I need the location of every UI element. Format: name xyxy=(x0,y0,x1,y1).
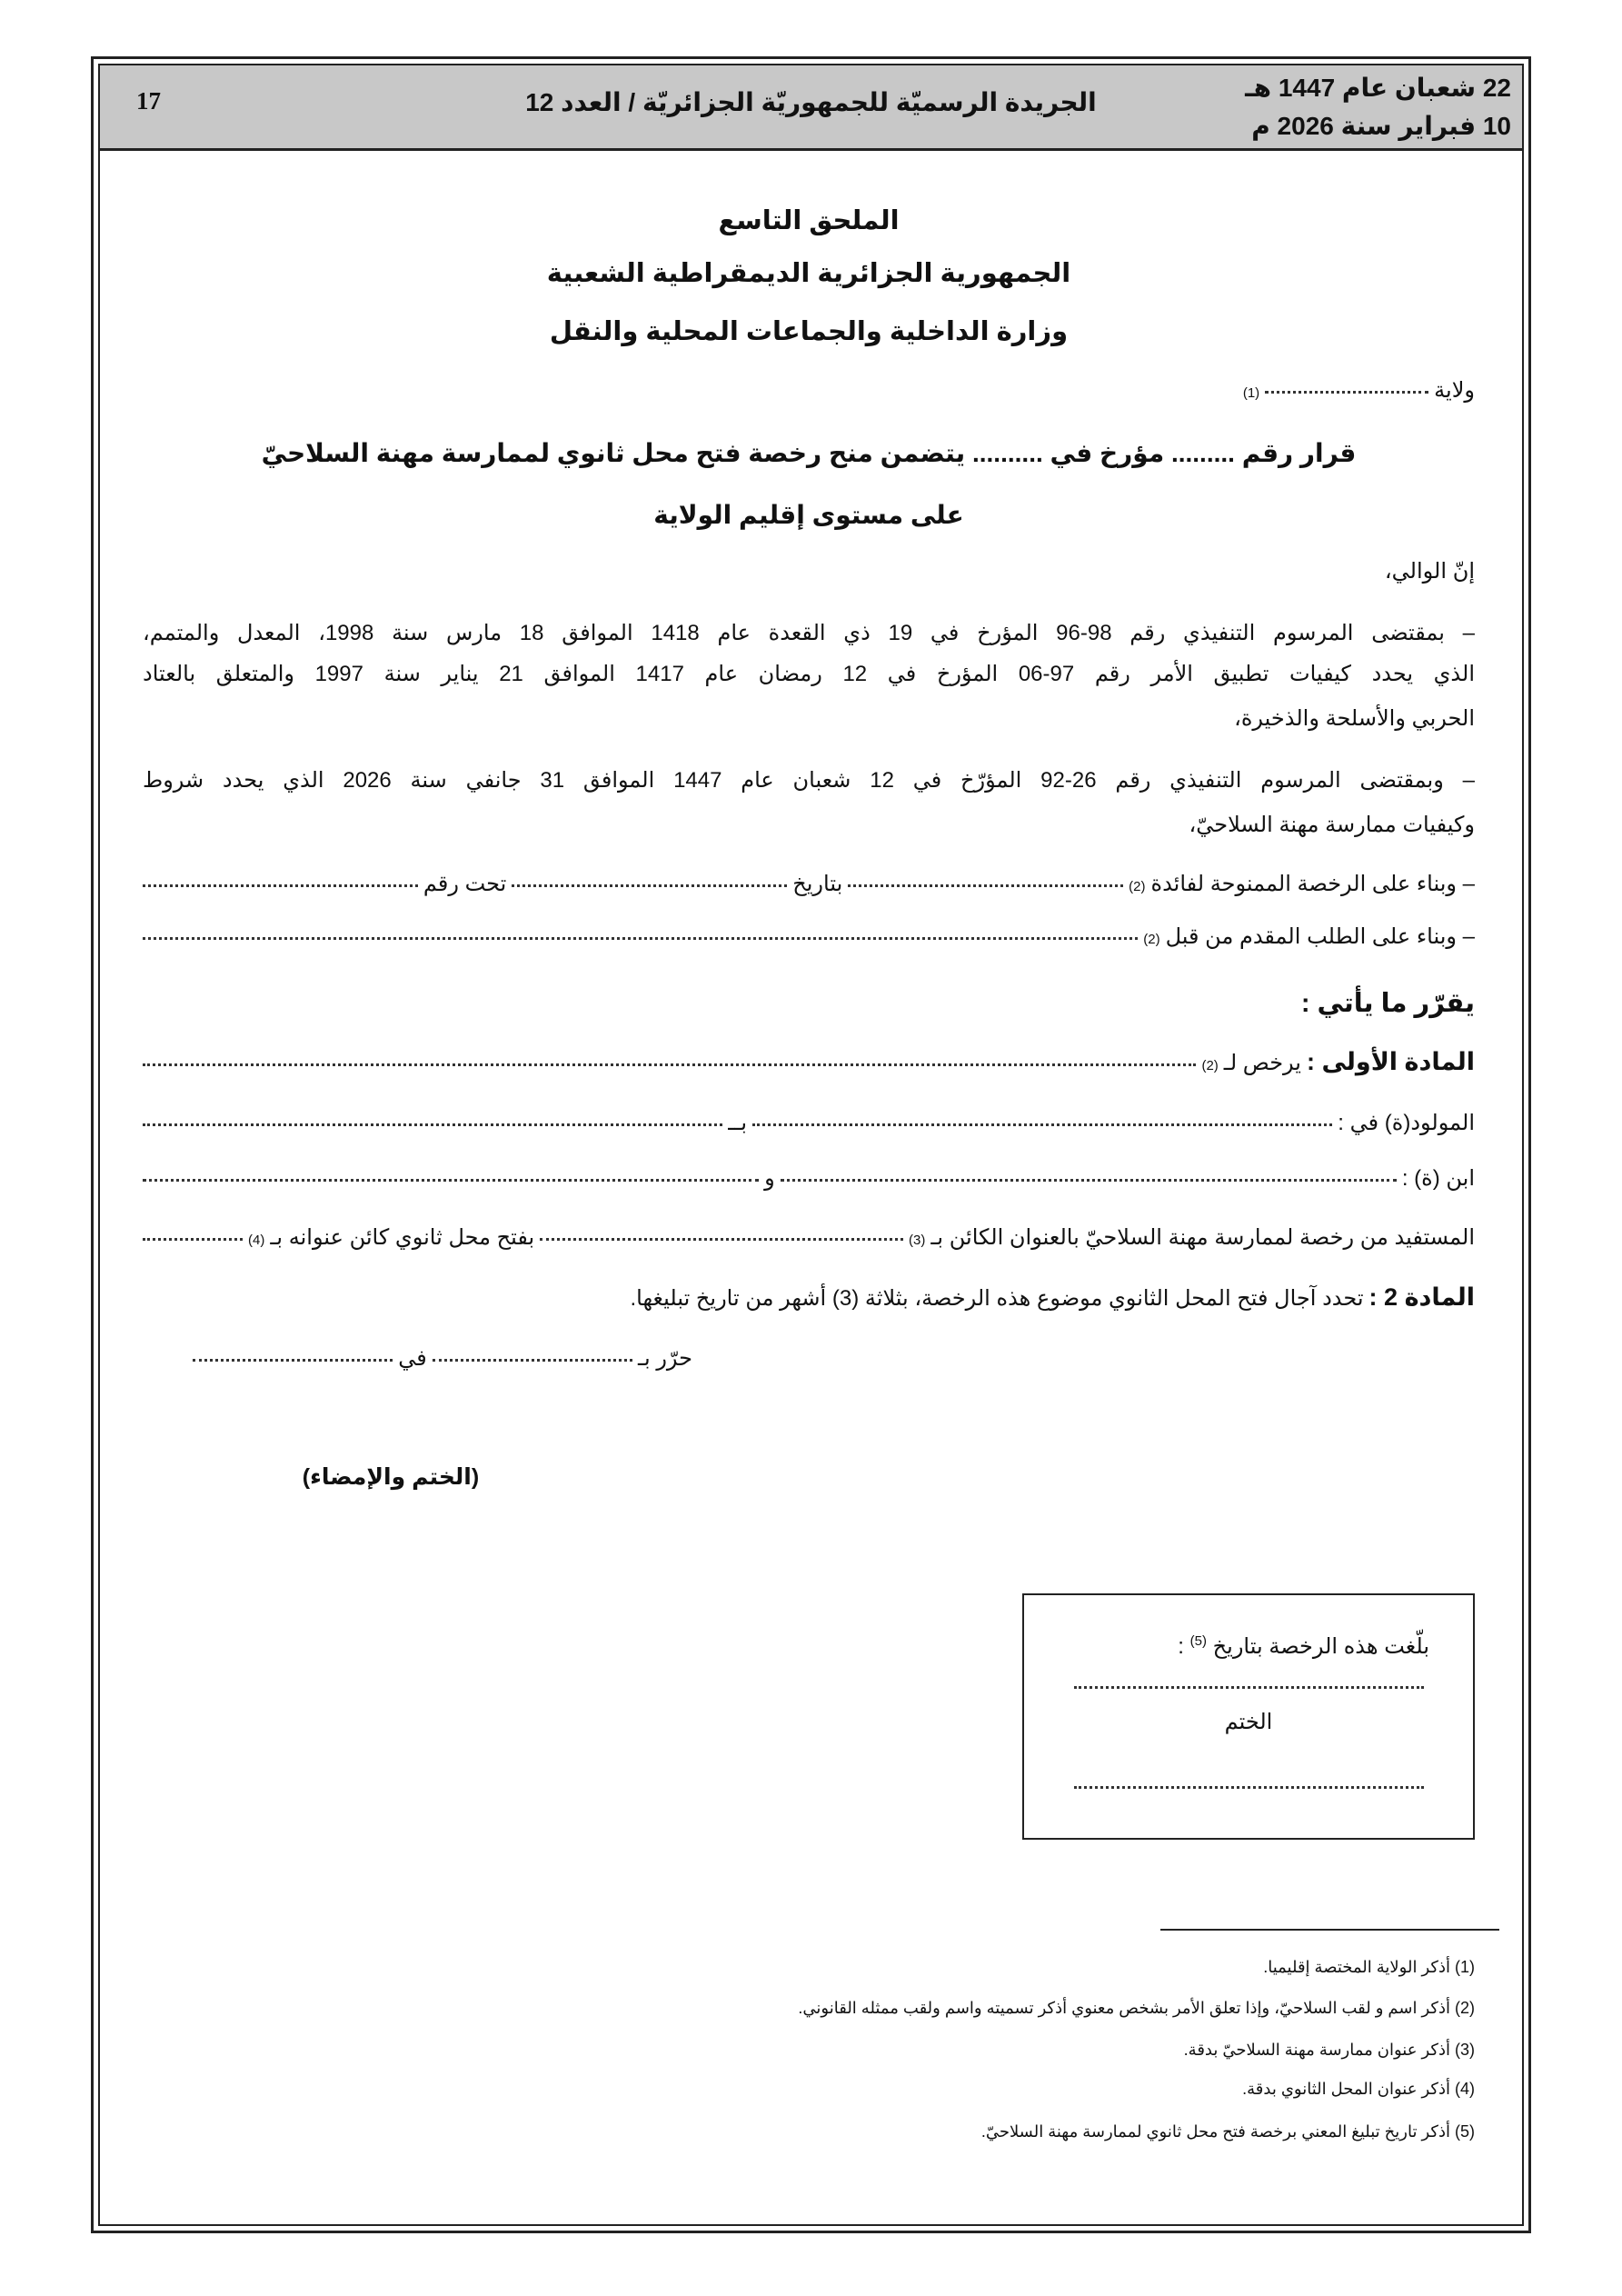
footnote-4: (4) أذكر عنوان المحل الثانوي بدقة. xyxy=(1242,2080,1475,2098)
para1-line1: – بمقتضى المرسوم التنفيذي رقم 98-96 المؤرخ في 19 ذي القعدة عام 1418 الموافق 18 مارس سنة 1998، المعدل والمتمم، xyxy=(143,621,1476,645)
seal-label: الختم xyxy=(1224,1710,1273,1734)
place-blank xyxy=(433,1359,632,1362)
page-number: 17 xyxy=(136,87,161,115)
footnote-rule xyxy=(1160,1929,1499,1931)
seal-blank xyxy=(1074,1786,1424,1789)
and-label: و xyxy=(764,1166,775,1191)
para2-line2: وكيفيات ممارسة مهنة السلاحيّ، xyxy=(1189,813,1475,837)
footnote-3: (3) أذكر عنوان ممارسة مهنة السلاحيّ بدقة. xyxy=(1183,2041,1475,2059)
issue-date xyxy=(1245,69,1511,145)
para1-line2: الذي يحدد كيفيات تطبيق الأمر رقم 97-06 المؤرخ في 12 رمضان عام 1417 الموافق 21 يناير سنة 1997 والمتعلق بالعتاد xyxy=(143,662,1476,686)
footnote-ref: (2) xyxy=(1143,932,1160,947)
footnote-ref: (5) xyxy=(1189,1633,1207,1649)
number-label: تحت رقم xyxy=(423,872,507,896)
article1-label: المادة الأولى : xyxy=(1306,1048,1475,1075)
beneficiary-line xyxy=(143,1224,1475,1251)
article2-text: تحدد آجال فتح المحل الثانوي موضوع هذه الرخصة، بثلاثة (3) أشهر من تاريخ تبليغها. xyxy=(630,1286,1364,1311)
article2-label: المادة 2 : xyxy=(1368,1283,1475,1311)
in-label: في xyxy=(398,1346,427,1371)
footnote-ref: (3) xyxy=(909,1233,926,1248)
decision-title-2: على مستوى إقليم الولاية xyxy=(653,501,964,529)
licensee-blank xyxy=(143,1063,1196,1066)
decides-heading: يقرّر ما يأتي : xyxy=(1300,989,1475,1018)
son-of-label: ابن (ة) : xyxy=(1401,1166,1475,1191)
birth-date-blank xyxy=(752,1123,1332,1126)
notification-date-blank xyxy=(1074,1686,1424,1689)
birth-place-blank xyxy=(143,1123,722,1126)
article1 xyxy=(143,1048,1475,1076)
notification-label: بلّغت هذه الرخصة بتاريخ xyxy=(1212,1634,1429,1659)
annex-title: الملحق التاسع xyxy=(718,206,900,235)
para4-text: – وبناء على الطلب المقدم من قبل xyxy=(1165,924,1475,949)
notification-text: بلّغت هذه الرخصة بتاريخ $^{(5)}$ : xyxy=(1178,1633,1429,1659)
date-hijri: 22 شعبان عام 1447 هـ xyxy=(1245,74,1511,102)
para3 xyxy=(143,871,1475,897)
article2 xyxy=(143,1283,1475,1312)
journal-title: الجريدة الرسميّة للجمهوريّة الجزائريّة / العدد 12 xyxy=(525,88,1097,116)
wilaya-label: ولاية xyxy=(1434,378,1475,403)
born-label: المولود(ة) في : xyxy=(1338,1111,1475,1135)
footnote-ref: (1) xyxy=(1242,385,1260,401)
notification-box xyxy=(1022,1593,1475,1840)
father-blank xyxy=(781,1179,1397,1182)
footnote-ref: (2) xyxy=(1201,1058,1219,1073)
beneficiary-text: المستفيد من رخصة لممارسة مهنة السلاحيّ بالعنوان الكائن بـ xyxy=(930,1225,1475,1250)
date-blank xyxy=(512,884,787,887)
date-signed-blank xyxy=(193,1359,393,1362)
ministry-title: وزارة الداخلية والجماعات المحلية والنقل xyxy=(549,317,1069,346)
wilaya-line xyxy=(1243,377,1475,404)
mother-blank xyxy=(143,1179,759,1182)
done-at-line xyxy=(193,1345,692,1372)
footnote-ref: (2) xyxy=(1129,879,1146,894)
footnote-2: (2) أذكر اسم و لقب السلاحيّ، وإذا تعلق الأمر بشخص معنوي أذكر تسميته واسم ولقب ممثله القانوني. xyxy=(798,1999,1475,2017)
opening: إنّ الوالي، xyxy=(1384,559,1475,584)
footnote-5: (5) أذكر تاريخ تبليغ المعني برخصة فتح محل ثانوي لممارسة مهنة السلاحيّ. xyxy=(980,2122,1475,2141)
done-at-label: حرّر بـ xyxy=(637,1346,692,1371)
born-line xyxy=(143,1110,1475,1136)
beneficiary-blank xyxy=(848,884,1123,887)
republic-title: الجمهورية الجزائرية الديمقراطية الشعبية xyxy=(546,259,1071,288)
address-blank xyxy=(540,1238,903,1241)
shop-address-blank xyxy=(143,1238,243,1241)
para4 xyxy=(143,923,1475,950)
decision-title-1: قرار رقم ......... مؤرخ في .......... يتضمن منح رخصة فتح محل ثانوي لممارسة مهنة السلاحيّ xyxy=(261,439,1357,467)
born-at: بــ xyxy=(728,1111,748,1135)
son-of-line xyxy=(143,1165,1475,1192)
footnote-1: (1) أذكر الولاية المختصة إقليميا. xyxy=(1263,1958,1475,1976)
para1-line3: الحربي والأسلحة والذخيرة، xyxy=(1234,706,1475,731)
seal-signature: (الختم والإمضاء) xyxy=(302,1464,480,1490)
journal-header xyxy=(100,65,1522,151)
wilaya-blank xyxy=(1265,391,1428,394)
para3-text: – وبناء على الرخصة الممنوحة لفائدة xyxy=(1150,872,1475,896)
secondary-shop-text: بفتح محل ثانوي كائن عنوانه بـ xyxy=(270,1225,535,1250)
date-label: بتاريخ xyxy=(792,872,843,896)
footnote-ref: (4) xyxy=(248,1233,265,1248)
number-blank xyxy=(143,884,418,887)
applicant-blank xyxy=(143,937,1138,940)
date-gregorian: 10 فبراير سنة 2026 م xyxy=(1251,112,1511,140)
para2-line1: – وبمقتضى المرسوم التنفيذي رقم 26-92 المؤرّخ في 12 شعبان عام 1447 الموافق 31 جانفي سنة 2026 الذي يحدد شروط xyxy=(143,768,1475,793)
article1-text: يرخص لـ xyxy=(1223,1051,1301,1075)
